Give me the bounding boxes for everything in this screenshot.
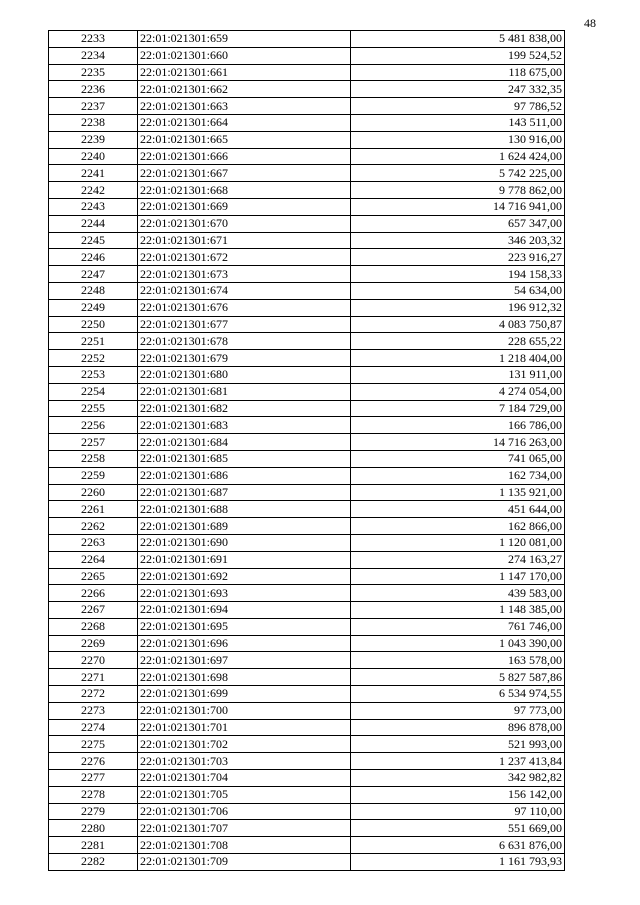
row-number: 2255 [49,400,138,417]
table-row [49,501,565,518]
row-number: 2234 [49,47,138,64]
table-row [49,114,565,131]
table-row [49,266,565,283]
row-number: 2250 [49,316,138,333]
table-row [49,450,565,467]
cadastral-value: 6 534 974,55 [351,686,565,703]
table-row [49,518,565,535]
row-number: 2236 [49,81,138,98]
cadastral-number: 22:01:021301:683 [138,417,351,434]
row-number: 2276 [49,753,138,770]
cadastral-value: 1 043 390,00 [351,635,565,652]
cadastral-number: 22:01:021301:667 [138,165,351,182]
table-row [49,198,565,215]
row-number: 2237 [49,98,138,115]
cadastral-number: 22:01:021301:694 [138,602,351,619]
row-number: 2244 [49,215,138,232]
cadastral-value: 1 147 170,00 [351,568,565,585]
row-number: 2275 [49,736,138,753]
row-number: 2238 [49,114,138,131]
cadastral-value: 14 716 941,00 [351,198,565,215]
row-number: 2280 [49,820,138,837]
cadastral-value: 274 163,27 [351,551,565,568]
cadastral-value: 5 481 838,00 [351,31,565,48]
cadastral-value: 130 916,00 [351,131,565,148]
table-row [49,854,565,871]
cadastral-number: 22:01:021301:687 [138,484,351,501]
cadastral-number: 22:01:021301:674 [138,282,351,299]
cadastral-value: 247 332,35 [351,81,565,98]
table-row [49,383,565,400]
cadastral-number: 22:01:021301:691 [138,551,351,568]
row-number: 2282 [49,854,138,871]
cadastral-value: 162 866,00 [351,518,565,535]
cadastral-value: 97 786,52 [351,98,565,115]
table-row [49,182,565,199]
cadastral-value: 657 347,00 [351,215,565,232]
cadastral-number: 22:01:021301:662 [138,81,351,98]
cadastral-number: 22:01:021301:688 [138,501,351,518]
table-row [49,702,565,719]
row-number: 2266 [49,585,138,602]
row-number: 2269 [49,635,138,652]
table-row [49,232,565,249]
cadastral-number: 22:01:021301:693 [138,585,351,602]
cadastral-value: 5 742 225,00 [351,165,565,182]
cadastral-number: 22:01:021301:670 [138,215,351,232]
cadastral-number: 22:01:021301:677 [138,316,351,333]
table-row [49,400,565,417]
cadastral-number: 22:01:021301:686 [138,467,351,484]
cadastral-number: 22:01:021301:708 [138,837,351,854]
table-row [49,316,565,333]
cadastral-number: 22:01:021301:661 [138,64,351,81]
table-body [49,31,565,871]
cadastral-value: 342 982,82 [351,770,565,787]
cadastral-number: 22:01:021301:671 [138,232,351,249]
table-row [49,635,565,652]
cadastral-value: 1 135 921,00 [351,484,565,501]
row-number: 2264 [49,551,138,568]
cadastral-value: 521 993,00 [351,736,565,753]
row-number: 2281 [49,837,138,854]
row-number: 2239 [49,131,138,148]
row-number: 2274 [49,719,138,736]
cadastral-value: 223 916,27 [351,249,565,266]
cadastral-value: 896 878,00 [351,719,565,736]
cadastral-number: 22:01:021301:692 [138,568,351,585]
cadastral-number: 22:01:021301:704 [138,770,351,787]
cadastral-number: 22:01:021301:689 [138,518,351,535]
table-row [49,820,565,837]
table-row [49,333,565,350]
row-number: 2258 [49,450,138,467]
row-number: 2233 [49,31,138,48]
row-number: 2253 [49,366,138,383]
row-number: 2246 [49,249,138,266]
cadastral-value: 131 911,00 [351,366,565,383]
row-number: 2248 [49,282,138,299]
table-row [49,64,565,81]
cadastral-number: 22:01:021301:709 [138,854,351,871]
cadastral-number: 22:01:021301:682 [138,400,351,417]
cadastral-value: 156 142,00 [351,786,565,803]
row-number: 2235 [49,64,138,81]
cadastral-number: 22:01:021301:659 [138,31,351,48]
cadastral-number: 22:01:021301:676 [138,299,351,316]
table-row [49,249,565,266]
row-number: 2256 [49,417,138,434]
cadastral-number: 22:01:021301:684 [138,434,351,451]
cadastral-value: 14 716 263,00 [351,434,565,451]
table-row [49,534,565,551]
cadastral-number: 22:01:021301:705 [138,786,351,803]
cadastral-value: 199 524,52 [351,47,565,64]
table-row [49,148,565,165]
cadastral-number: 22:01:021301:679 [138,350,351,367]
table-row [49,585,565,602]
row-number: 2261 [49,501,138,518]
table-row [49,282,565,299]
cadastral-value: 741 065,00 [351,450,565,467]
row-number: 2242 [49,182,138,199]
table-row [49,786,565,803]
row-number: 2241 [49,165,138,182]
cadastral-number: 22:01:021301:703 [138,753,351,770]
cadastral-number: 22:01:021301:673 [138,266,351,283]
cadastral-value: 5 827 587,86 [351,669,565,686]
table-row [49,434,565,451]
cadastral-value: 6 631 876,00 [351,837,565,854]
cadastral-value: 4 083 750,87 [351,316,565,333]
cadastral-number: 22:01:021301:664 [138,114,351,131]
row-number: 2254 [49,383,138,400]
cadastral-value: 97 110,00 [351,803,565,820]
row-number: 2279 [49,803,138,820]
cadastral-value: 1 237 413,84 [351,753,565,770]
cadastral-number: 22:01:021301:681 [138,383,351,400]
row-number: 2277 [49,770,138,787]
cadastral-value-table [48,30,565,871]
cadastral-number: 22:01:021301:666 [138,148,351,165]
cadastral-value: 9 778 862,00 [351,182,565,199]
table-row [49,417,565,434]
table-row [49,568,565,585]
table-row [49,551,565,568]
table-row [49,770,565,787]
cadastral-value: 194 158,33 [351,266,565,283]
cadastral-value: 228 655,22 [351,333,565,350]
table-row [49,98,565,115]
table-row [49,719,565,736]
row-number: 2271 [49,669,138,686]
cadastral-value: 439 583,00 [351,585,565,602]
cadastral-value: 761 746,00 [351,618,565,635]
table-row [49,467,565,484]
row-number: 2245 [49,232,138,249]
cadastral-number: 22:01:021301:700 [138,702,351,719]
row-number: 2278 [49,786,138,803]
cadastral-number: 22:01:021301:672 [138,249,351,266]
row-number: 2263 [49,534,138,551]
table-row [49,47,565,64]
row-number: 2240 [49,148,138,165]
row-number: 2247 [49,266,138,283]
table-row [49,669,565,686]
table-row [49,736,565,753]
cadastral-value: 54 634,00 [351,282,565,299]
page-number: 48 [584,16,596,30]
table-row [49,215,565,232]
cadastral-number: 22:01:021301:669 [138,198,351,215]
table-row [49,686,565,703]
cadastral-number: 22:01:021301:668 [138,182,351,199]
table-row [49,31,565,48]
row-number: 2265 [49,568,138,585]
table-row [49,131,565,148]
row-number: 2259 [49,467,138,484]
cadastral-value: 163 578,00 [351,652,565,669]
row-number: 2251 [49,333,138,350]
cadastral-value: 143 511,00 [351,114,565,131]
table-row [49,81,565,98]
cadastral-number: 22:01:021301:696 [138,635,351,652]
table-row [49,350,565,367]
cadastral-value: 1 148 385,00 [351,602,565,619]
table-row [49,366,565,383]
cadastral-number: 22:01:021301:702 [138,736,351,753]
table-row [49,837,565,854]
row-number: 2262 [49,518,138,535]
cadastral-number: 22:01:021301:665 [138,131,351,148]
cadastral-number: 22:01:021301:663 [138,98,351,115]
cadastral-value: 97 773,00 [351,702,565,719]
row-number: 2252 [49,350,138,367]
row-number: 2257 [49,434,138,451]
cadastral-value: 7 184 729,00 [351,400,565,417]
cadastral-value: 1 624 424,00 [351,148,565,165]
table-row [49,484,565,501]
cadastral-number: 22:01:021301:699 [138,686,351,703]
row-number: 2273 [49,702,138,719]
cadastral-value: 451 644,00 [351,501,565,518]
cadastral-number: 22:01:021301:678 [138,333,351,350]
cadastral-number: 22:01:021301:695 [138,618,351,635]
row-number: 2272 [49,686,138,703]
table-row [49,602,565,619]
cadastral-value: 4 274 054,00 [351,383,565,400]
cadastral-number: 22:01:021301:706 [138,803,351,820]
cadastral-value: 166 786,00 [351,417,565,434]
cadastral-number: 22:01:021301:690 [138,534,351,551]
table-row [49,299,565,316]
cadastral-number: 22:01:021301:680 [138,366,351,383]
cadastral-value: 196 912,32 [351,299,565,316]
cadastral-value: 1 120 081,00 [351,534,565,551]
cadastral-number: 22:01:021301:697 [138,652,351,669]
table-row [49,803,565,820]
row-number: 2260 [49,484,138,501]
cadastral-value: 346 203,32 [351,232,565,249]
row-number: 2270 [49,652,138,669]
cadastral-number: 22:01:021301:660 [138,47,351,64]
row-number: 2249 [49,299,138,316]
cadastral-number: 22:01:021301:698 [138,669,351,686]
table-row [49,652,565,669]
table-row [49,753,565,770]
cadastral-value: 551 669,00 [351,820,565,837]
cadastral-value: 1 218 404,00 [351,350,565,367]
row-number: 2267 [49,602,138,619]
table-row [49,165,565,182]
table-row [49,618,565,635]
cadastral-number: 22:01:021301:685 [138,450,351,467]
cadastral-value: 1 161 793,93 [351,854,565,871]
cadastral-value: 162 734,00 [351,467,565,484]
cadastral-number: 22:01:021301:707 [138,820,351,837]
row-number: 2268 [49,618,138,635]
cadastral-value: 118 675,00 [351,64,565,81]
cadastral-number: 22:01:021301:701 [138,719,351,736]
row-number: 2243 [49,198,138,215]
